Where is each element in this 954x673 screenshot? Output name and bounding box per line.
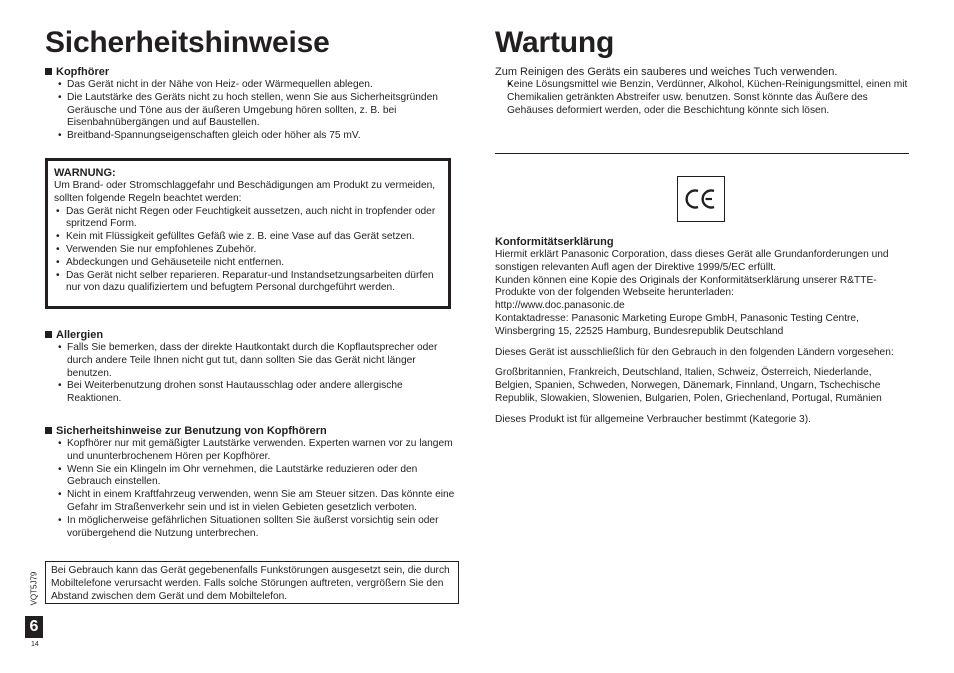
conformity-heading: Konformitätserklärung	[495, 236, 614, 248]
ce-mark-icon	[677, 176, 725, 222]
maintenance-column	[495, 24, 909, 117]
conformity-url: http://www.doc.panasonic.de	[495, 300, 625, 312]
list-item: • Die Lautstärke des Geräts nicht zu hoch stellen, wenn Sie aus Sicherheitsgründen Geräusche und Töne aus der äußeren Umgebung hören sollten, z. B. bei Eisenbahnübergängen und auf Baustellen.	[45, 92, 457, 130]
warning-intro: Um Brand- oder Stromschlaggefahr und Beschädigungen am Produkt zu vermeiden, sollten folgende Regeln beachtet werden:	[54, 180, 436, 204]
square-bullet-icon	[45, 331, 52, 338]
list-item: • Das Gerät nicht Regen oder Feuchtigkeit aussetzen, auch nicht in tropfender oder spritzend Form.	[54, 206, 448, 232]
safety-title: Sicherheitshinweise	[45, 26, 330, 59]
maintenance-intro: Zum Reinigen des Geräts ein sauberes und weiches Tuch verwenden.	[495, 66, 838, 78]
page-number: 6	[25, 616, 43, 638]
maintenance-list	[495, 79, 909, 117]
list-item: • Das Gerät nicht selber reparieren. Reparatur-und Instandsetzungsarbeiten dürfen nur von dazu qualifiziertem und befugtem Personal durchgeführt werden.	[54, 270, 448, 296]
conformity-section	[495, 236, 909, 427]
category-note: Dieses Produkt ist für allgemeine Verbraucher bestimmt (Kategorie 3).	[495, 413, 811, 425]
square-bullet-icon	[45, 427, 52, 434]
section-divider	[495, 153, 909, 154]
countries-intro: Dieses Gerät ist ausschließlich für den Gebrauch in den folgenden Ländern vorgesehen:	[495, 346, 894, 358]
list-item: • In möglicherweise gefährlichen Situationen sollten Sie äußerst vorsichtig sein oder vorübergehend die Nutzung unterbrechen.	[45, 515, 457, 541]
usage-heading: Sicherheitshinweise zur Benutzung von Kopfhörern	[56, 425, 327, 437]
usage-section	[45, 425, 457, 540]
conformity-line: Hiermit erklärt Panasonic Corporation, dass dieses Gerät alle Grundanforderungen und sonstigen relevanten Aufl agen der Direktive 1999/5/EC erfüllt.	[495, 249, 889, 273]
warning-title: WARNUNG:	[54, 167, 116, 179]
allergies-list	[45, 342, 457, 406]
list-item: • Abdeckungen und Gehäuseteile nicht entfernen.	[54, 257, 448, 270]
allergies-section	[45, 329, 457, 406]
maintenance-title: Wartung	[495, 26, 615, 59]
sub-page-number: 14	[31, 641, 39, 648]
list-item: • Das Gerät nicht in der Nähe von Heiz- oder Wärmequellen ablegen.	[45, 79, 457, 92]
list-item: • Bei Weiterbenutzung drohen sonst Hautausschlag oder andere allergische Reaktionen.	[45, 380, 457, 406]
safety-column	[45, 24, 457, 143]
warning-list	[54, 206, 448, 296]
headphones-heading: Kopfhörer	[56, 66, 110, 78]
conformity-line: Kontaktadresse: Panasonic Marketing Europe GmbH, Panasonic Testing Centre, Winsbergring 15, 22525 Hamburg, Bundesrepublik Deutschland	[495, 312, 859, 337]
list-item: • Verwenden Sie nur empfohlenes Zubehör.	[54, 244, 448, 257]
warning-box	[45, 158, 451, 309]
model-code-text: VQT5J79	[29, 571, 39, 606]
model-code	[27, 566, 41, 616]
list-item: • Kopfhörer nur mit gemäßigter Lautstärke verwenden. Experten warnen vor zu langem und ununterbrochenem Hören per Kopfhörer.	[45, 438, 457, 464]
headphones-section	[45, 66, 457, 143]
list-item: • Wenn Sie ein Klingeln im Ohr vernehmen, die Lautstärke reduzieren oder den Gebrauch einstellen.	[45, 464, 457, 490]
ce-mark-svg	[678, 177, 724, 221]
list-item: • Kein mit Flüssigkeit gefülltes Gefäß wie z. B. eine Vase auf das Gerät setzen.	[54, 231, 448, 244]
square-bullet-icon	[45, 68, 52, 75]
list-item: • Keine Lösungsmittel wie Benzin, Verdünner, Alkohol, Küchen-Reinigungsmittel, einen mit Chemikalien getränkten Abstreifer usw. benutzen. Sonst könnte das Äußere des Gehäuses deformiert werden, oder die Beschichtung könnte sich lösen.	[495, 79, 909, 117]
allergies-heading: Allergien	[56, 329, 104, 341]
list-item: • Nicht in einem Kraftfahrzeug verwenden, wenn Sie am Steuer sitzen. Das könnte eine Gefahr im Straßenverkehr sein und ist in vielen Gebieten gesetzlich verboten.	[45, 489, 457, 515]
usage-list	[45, 438, 457, 540]
countries-list: Großbritannien, Frankreich, Deutschland, Italien, Schweiz, Österreich, Niederlande, Belgien, Spanien, Schweden, Norwegen, Dänemark, Finnland, Ungarn, Tschechische Republik, Slowakien, Slowenien, Bulgarien, Polen, Griechenland, Portugal, Rumänien	[495, 367, 882, 404]
mobile-phone-notice	[45, 561, 459, 604]
list-item: • Breitband-Spannungseigenschaften gleich oder höher als 75 mV.	[45, 130, 457, 143]
conformity-line: Kunden können eine Kopie des Originals der Konformitätserklärung unserer R&TTE-Produkte von der folgenden Webseite herunterladen:	[495, 274, 877, 299]
mobile-phone-notice-text: Bei Gebrauch kann das Gerät gegebenenfalls Funkstörungen ausgesetzt sein, die durch Mobiltelefone verursacht werden. Falls solche Störungen auftreten, vergrößern Sie den Abstand zwischen dem Gerät und dem Mobiltelefon.	[51, 565, 450, 602]
list-item: • Falls Sie bemerken, dass der direkte Hautkontakt durch die Kopflautsprecher oder durch andere Teile Ihnen nicht gut tut, dann sollten Sie das Gerät nicht länger benutzen.	[45, 342, 457, 380]
headphones-list	[45, 79, 457, 143]
